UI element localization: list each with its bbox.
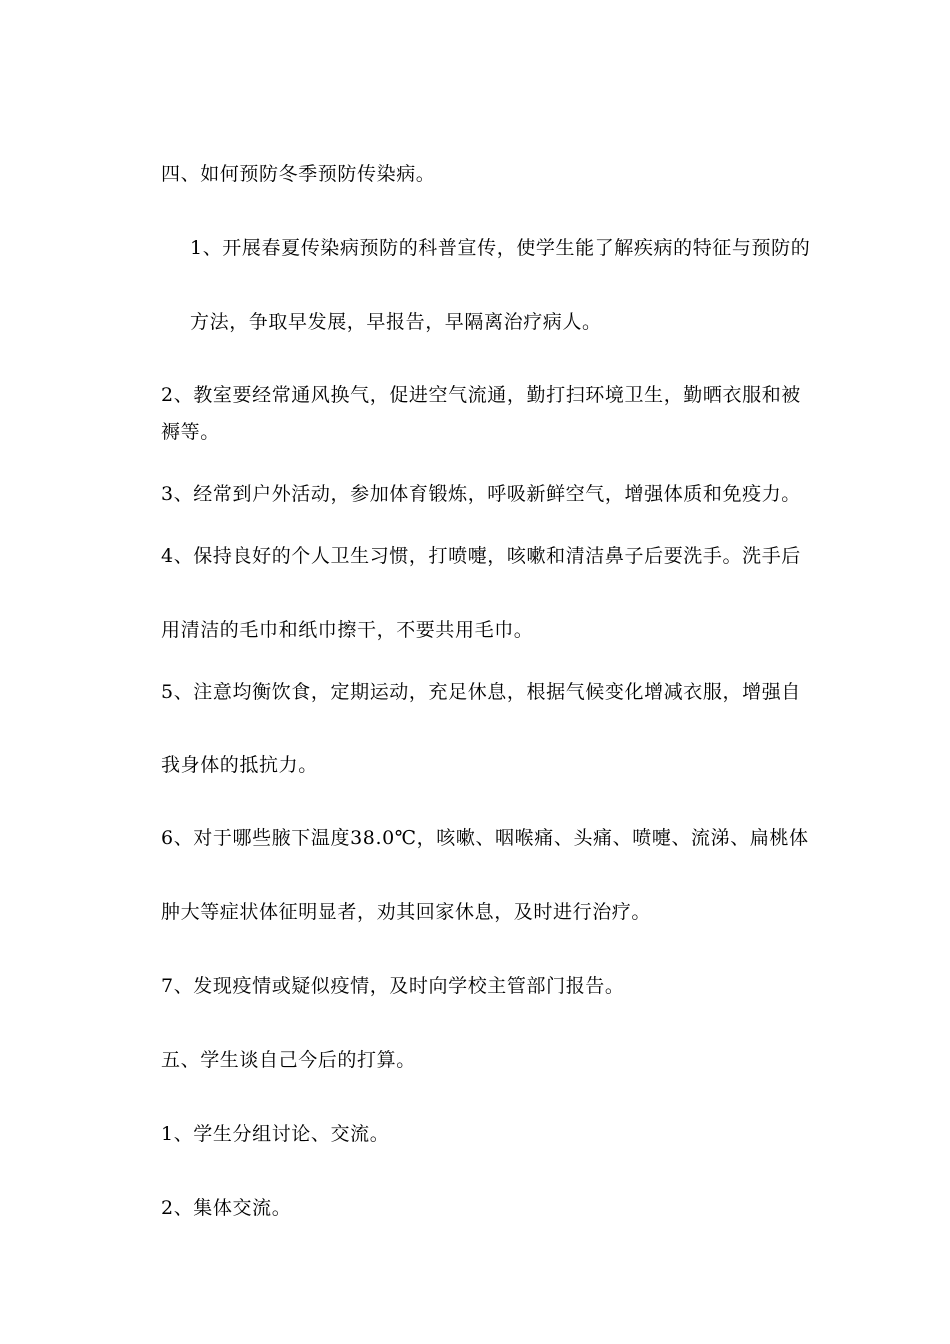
- item-3-line-1: 3、经常到户外活动，参加体育锻炼，呼吸新鲜空气，增强体质和免疫力。: [161, 483, 801, 505]
- item-7-line-1: 7、发现疫情或疑似疫情，及时向学校主管部门报告。: [161, 975, 625, 997]
- sub-item-2-line-1: 2、集体交流。: [161, 1197, 292, 1219]
- item-1-line-2: 方法，争取早发展，早报告，早隔离治疗病人。: [190, 311, 602, 333]
- item-6-line-2: 肿大等症状体征明显者，劝其回家休息，及时进行治疗。: [161, 901, 652, 923]
- item-6-line-1: 6、对于哪些腋下温度38.0℃，咳嗽、咽喉痛、头痛、喷嚏、流涕、扁桃体: [161, 827, 809, 849]
- item-2-line-2: 褥等。: [161, 421, 220, 443]
- section-heading-five: 五、学生谈自己今后的打算。: [161, 1049, 416, 1071]
- section-heading-four: 四、如何预防冬季预防传染病。: [161, 163, 436, 185]
- item-1-line-1: 1、开展春夏传染病预防的科普宣传，使学生能了解疾病的特征与预防的: [190, 237, 811, 259]
- item-5-line-1: 5、注意均衡饮食，定期运动，充足休息，根据气候变化增减衣服，增强自: [161, 681, 801, 703]
- sub-item-1-line-1: 1、学生分组讨论、交流。: [161, 1123, 390, 1145]
- item-5-line-2: 我身体的抵抗力。: [161, 754, 318, 776]
- item-2-line-1: 2、教室要经常通风换气，促进空气流通，勤打扫环境卫生，勤晒衣服和被: [161, 384, 801, 406]
- item-4-line-2: 用清洁的毛巾和纸巾擦干，不要共用毛巾。: [161, 619, 534, 641]
- item-4-line-1: 4、保持良好的个人卫生习惯，打喷嚏，咳嗽和清洁鼻子后要洗手。洗手后: [161, 545, 801, 567]
